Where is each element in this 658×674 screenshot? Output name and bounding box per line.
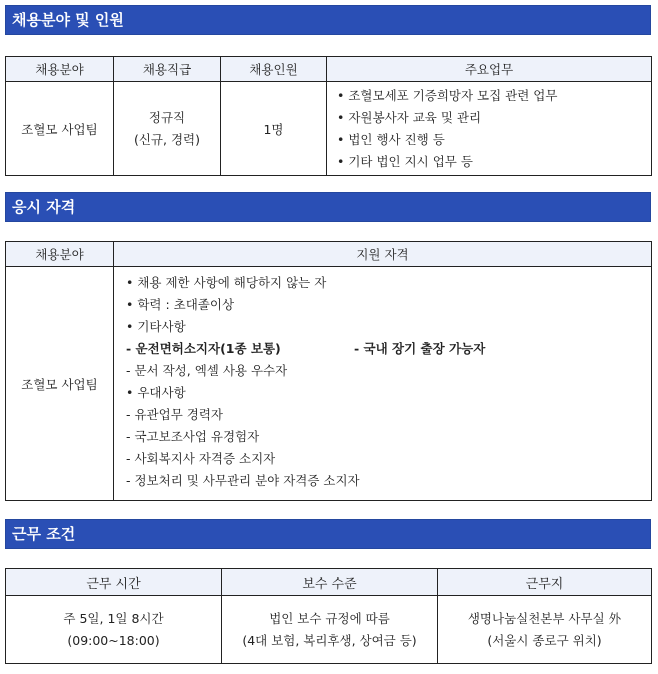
- duties-list: [337, 85, 651, 173]
- qualification-list: [126, 272, 651, 492]
- header-duties: 주요업무: [327, 57, 652, 82]
- qualification-cell: [114, 267, 652, 501]
- qualification-table: [5, 241, 652, 501]
- header-count: 채용인원: [221, 57, 327, 82]
- header-workplace: 근무지: [438, 569, 652, 596]
- section-title-work-conditions: 근무 조건: [5, 519, 651, 549]
- work-hours-cell: [6, 596, 222, 664]
- qual-item: - 사회복지사 자격증 소지자: [126, 451, 276, 466]
- workplace-cell: [438, 596, 652, 664]
- duty-item: • 기타 법인 지시 업무 등: [337, 153, 473, 169]
- workplace-name: 생명나눔실천본부 사무실 外: [467, 610, 622, 626]
- header-work-hours: 근무 시간: [6, 569, 222, 596]
- section-title-recruitment: 채용분야 및 인원: [5, 5, 651, 35]
- field-cell: 조혈모 사업팀: [6, 82, 114, 176]
- qual-item-license-row: [126, 338, 651, 360]
- qual-item: • 우대사항: [126, 385, 186, 400]
- field-cell: 조혈모 사업팀: [6, 267, 114, 501]
- qual-item: - 문서 작성, 엑셀 사용 우수자: [126, 363, 288, 378]
- rank-type: 정규직: [148, 109, 186, 125]
- header-qualification: 지원 자격: [114, 242, 652, 267]
- duties-cell: [327, 82, 652, 176]
- header-field: 채용분야: [6, 57, 114, 82]
- duty-item: • 조혈모세포 기증희망자 모집 관련 업무: [337, 87, 558, 103]
- section-title-qualification: 응시 자격: [5, 192, 651, 222]
- header-rank: 채용직급: [114, 57, 221, 82]
- qual-item: - 유관업무 경력자: [126, 407, 223, 422]
- pay-cell: [222, 596, 438, 664]
- qual-item: • 학력 : 초대졸이상: [126, 297, 235, 312]
- header-field: 채용분야: [6, 242, 114, 267]
- header-pay: 보수 수준: [222, 569, 438, 596]
- license-requirement: - 운전면허소지자(1종 보통): [126, 341, 281, 356]
- rank-cell: [114, 82, 221, 176]
- qual-item: - 국고보조사업 유경험자: [126, 429, 260, 444]
- work-conditions-table: [5, 568, 652, 664]
- travel-requirement: - 국내 장기 출장 가능자: [354, 341, 486, 356]
- pay-rule: 법인 보수 규정에 따름: [269, 610, 390, 626]
- duty-item: • 자원봉사자 교육 및 관리: [337, 109, 482, 125]
- rank-detail: (신규, 경력): [133, 131, 200, 147]
- pay-benefits: (4대 보험, 복리후생, 상여금 등): [242, 632, 417, 648]
- work-days: 주 5일, 1일 8시간: [63, 610, 164, 626]
- work-time: (09:00~18:00): [67, 632, 160, 648]
- count-cell: 1명: [221, 82, 327, 176]
- qual-item: • 기타사항: [126, 319, 186, 334]
- workplace-location: (서울시 종로구 위치): [487, 632, 602, 648]
- qual-item: - 정보처리 및 사무관리 분야 자격증 소지자: [126, 473, 360, 488]
- qual-item: • 채용 제한 사항에 해당하지 않는 자: [126, 275, 327, 290]
- duty-item: • 법인 행사 진행 등: [337, 131, 445, 147]
- recruitment-table: [5, 56, 652, 176]
